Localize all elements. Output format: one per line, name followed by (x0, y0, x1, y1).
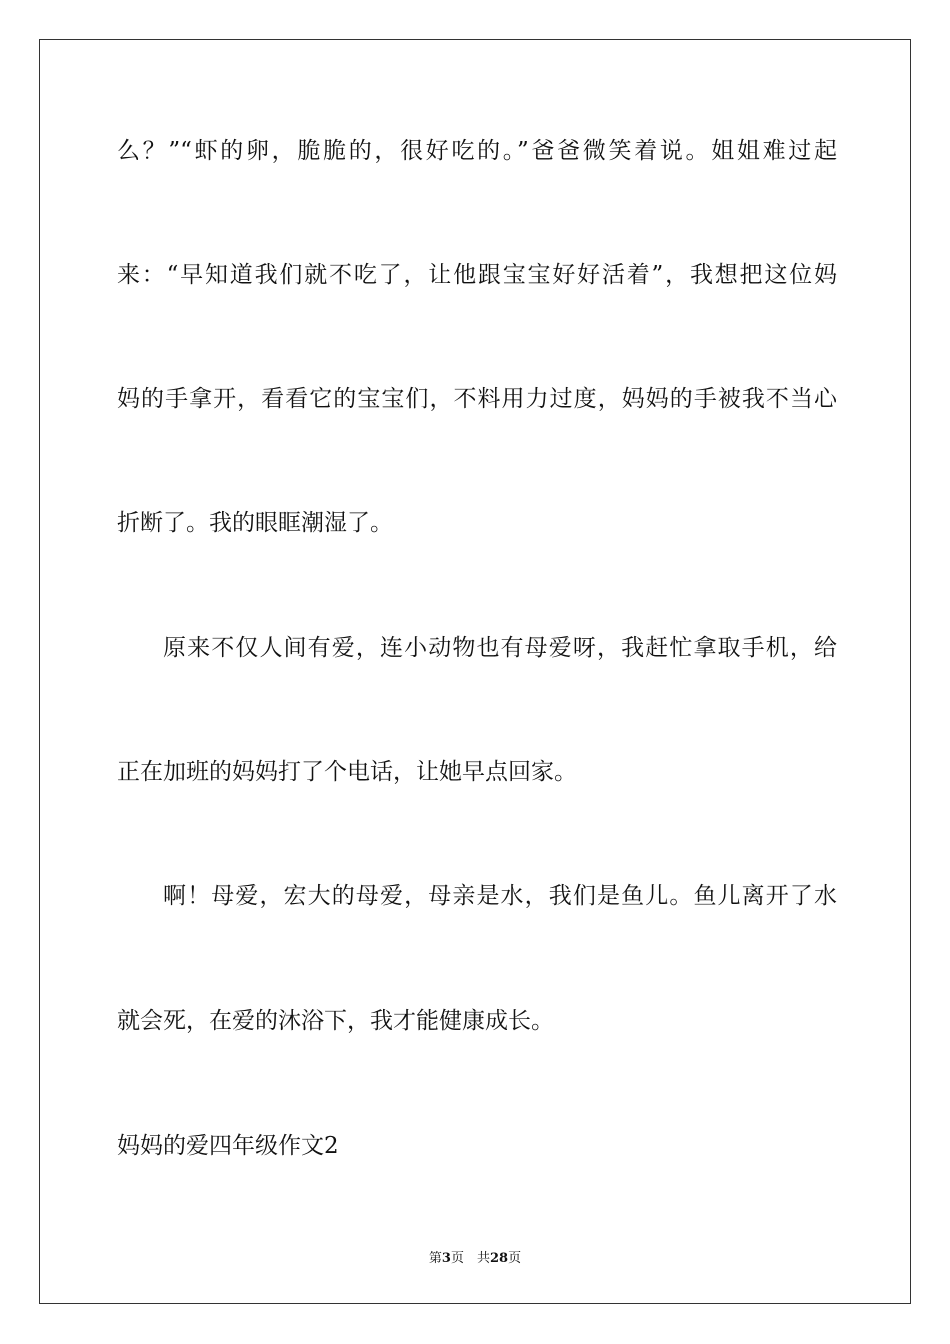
footer-mid: 页 共 (450, 1251, 490, 1266)
text-line-3: 妈的手拿开，看看它的宝宝们，不料用力过度，妈妈的手被我不当心 (117, 386, 837, 412)
page-footer (0, 1247, 950, 1266)
text-line-1: 么？”“虾的卵，脆脆的，很好吃的。”爸爸微笑着说。姐姐难过起 (117, 138, 837, 164)
page-frame (39, 39, 911, 1304)
footer-total-pages: 28 (489, 1251, 509, 1266)
footer-page-number: 3 (441, 1251, 451, 1266)
footer-prefix: 第 (428, 1251, 442, 1266)
text-line-6: 正在加班的妈妈打了个电话，让她早点回家。 (117, 759, 577, 785)
text-line-7: 啊！母爱，宏大的母爱，母亲是水，我们是鱼儿。鱼儿离开了水 (163, 883, 837, 909)
text-line-4: 折断了。我的眼眶潮湿了。 (117, 510, 393, 536)
section-heading: 妈妈的爱四年级作文2 (117, 1133, 339, 1159)
text-line-8: 就会死，在爱的沐浴下，我才能健康成长。 (117, 1008, 554, 1034)
footer-suffix: 页 (508, 1251, 522, 1266)
text-line-2: 来：“早知道我们就不吃了，让他跟宝宝好好活着”，我想把这位妈 (117, 262, 837, 288)
text-line-5: 原来不仅人间有爱，连小动物也有母爱呀，我赶忙拿取手机，给 (163, 635, 837, 661)
